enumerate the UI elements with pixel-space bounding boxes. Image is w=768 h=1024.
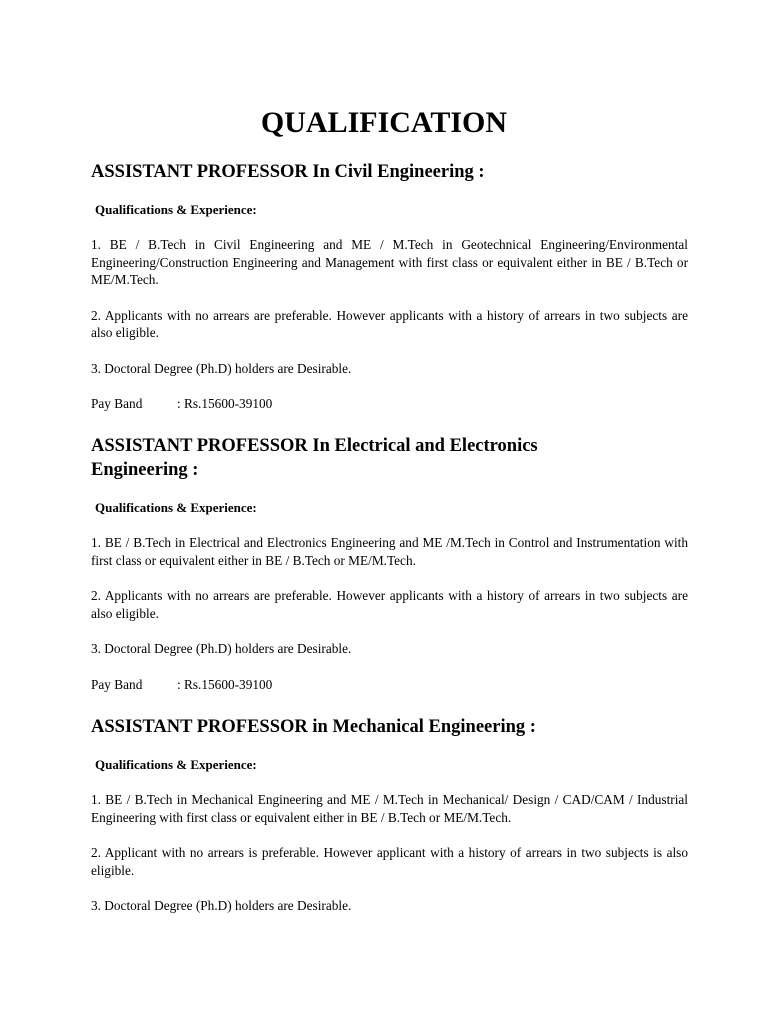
pay-band xyxy=(91,676,688,694)
qualification-item: 2. Applicants with no arrears are preferable. However applicants with a history of arrears in two subjects are also eligible. xyxy=(91,588,688,621)
section-mechanical xyxy=(91,715,688,915)
section-subheading: Qualifications & Experience: xyxy=(95,202,257,217)
qualification-item: 3. Doctoral Degree (Ph.D) holders are Desirable. xyxy=(91,898,352,913)
qualification-item: 3. Doctoral Degree (Ph.D) holders are Desirable. xyxy=(91,641,352,656)
section-subheading: Qualifications & Experience: xyxy=(95,757,257,772)
section-eee xyxy=(91,434,688,693)
pay-band-value: : Rs.15600-39100 xyxy=(177,676,273,692)
pay-band xyxy=(91,395,688,413)
qualification-item: 3. Doctoral Degree (Ph.D) holders are Desirable. xyxy=(91,360,352,376)
qualification-item: 1. BE / B.Tech in Electrical and Electronics Engineering and ME /M.Tech in Control and Instrumentation with first class or equivalent either in BE / B.Tech or ME/M.Tech. xyxy=(91,535,688,568)
section-heading: ASSISTANT PROFESSOR In Electrical and Electronics Engineering : xyxy=(91,436,538,480)
pay-band-value: : Rs.15600-39100 xyxy=(177,396,273,411)
qualification-item: 1. BE / B.Tech in Civil Engineering and ME / M.Tech in Geotechnical Engineering/Environmental Engineering/Construction Engineering and Management with first class or equivalent either in BE / B.Tech or ME/M.Tech. xyxy=(91,237,688,287)
pay-band-label: Pay Band xyxy=(91,676,143,692)
section-heading: ASSISTANT PROFESSOR In Civil Engineering : xyxy=(91,162,485,182)
section-heading: ASSISTANT PROFESSOR in Mechanical Engineering : xyxy=(91,717,536,737)
page-title: QUALIFICATION xyxy=(260,106,508,139)
section-subheading: Qualifications & Experience: xyxy=(95,500,257,515)
qualification-item: 2. Applicant with no arrears is preferable. However applicant with a history of arrears in two subjects is also eligible. xyxy=(91,845,688,878)
section-civil xyxy=(91,160,688,413)
qualification-item: 1. BE / B.Tech in Mechanical Engineering and ME / M.Tech in Mechanical/ Design / CAD/CAM / Industrial Engineering with first class or equivalent either in BE / B.Tech or ME/M.Tech. xyxy=(91,792,688,825)
qualification-item: 2. Applicants with no arrears are preferable. However applicants with a history of arrears in two subjects are also eligible. xyxy=(91,307,688,340)
pay-band-label: Pay Band xyxy=(91,396,143,411)
